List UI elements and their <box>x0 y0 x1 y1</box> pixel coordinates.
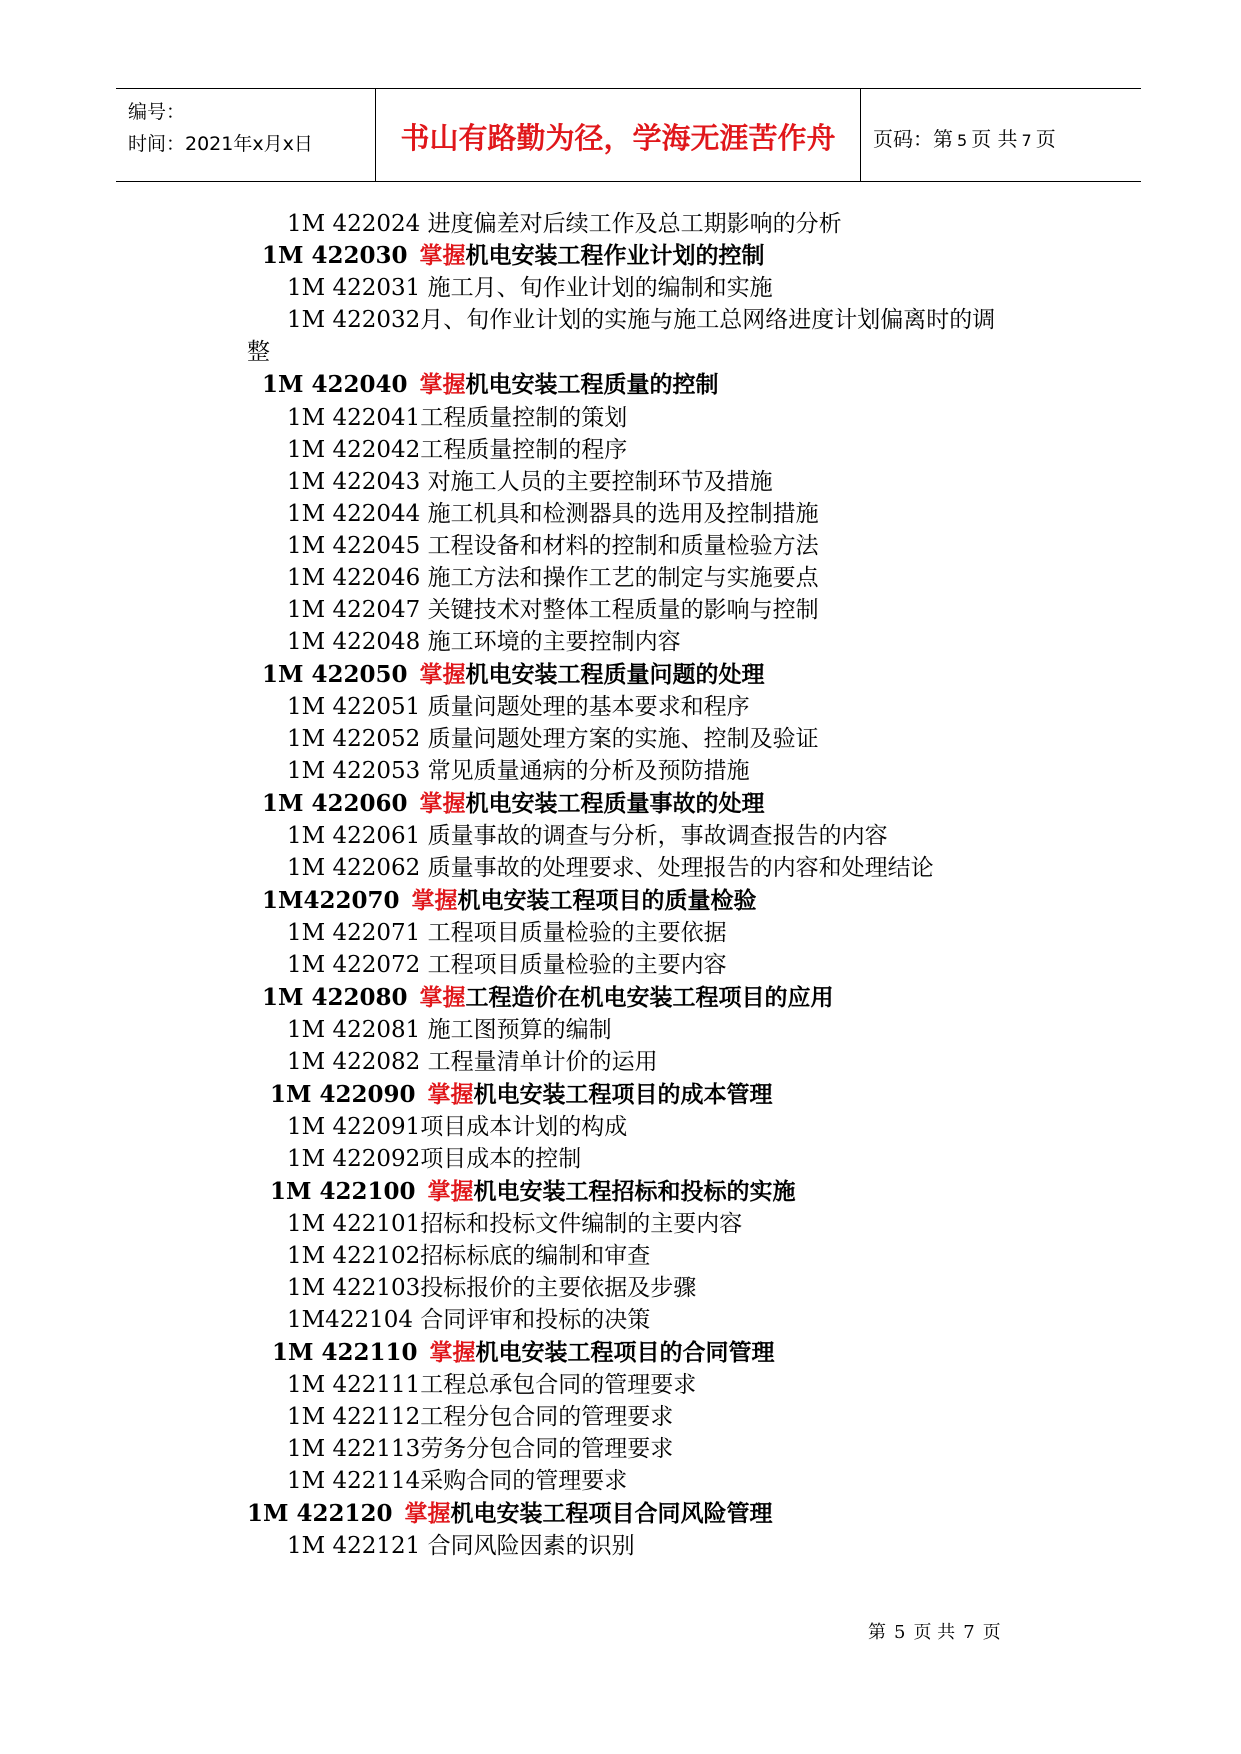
item-text: 常见质量通病的分析及预防措施 <box>420 758 750 784</box>
outline-item <box>287 821 888 851</box>
header-page-label: 页码：第 <box>873 127 953 151</box>
outline-item <box>287 1466 627 1496</box>
item-code: 1M 422040 <box>262 371 408 398</box>
item-code: 1M 422080 <box>262 984 408 1011</box>
item-text: 机电安装工程项目的质量检验 <box>457 887 757 914</box>
item-code: 1M 422081 <box>287 1017 421 1043</box>
item-code: 1M 422091 <box>287 1114 421 1140</box>
item-text: 整 <box>247 339 270 365</box>
item-text: 招标标底的编制和审查 <box>420 1243 651 1269</box>
item-text: 机电安装工程作业计划的控制 <box>465 242 765 269</box>
outline-item <box>287 563 819 593</box>
item-code: 1M 422060 <box>262 790 408 817</box>
item-code: 1M422104 <box>287 1307 413 1333</box>
item-code: 1M 422114 <box>287 1468 421 1494</box>
item-text: 劳务分包合同的管理要求 <box>420 1436 674 1462</box>
item-code: 1M 422103 <box>287 1275 421 1301</box>
outline-item <box>287 403 627 433</box>
item-text: 工程分包合同的管理要求 <box>420 1404 674 1430</box>
item-text: 工程质量控制的程序 <box>420 437 628 463</box>
item-text: 施工月、旬作业计划的编制和实施 <box>420 275 773 301</box>
header-page-number: 5 <box>957 131 968 150</box>
item-code: 1M422070 <box>262 887 400 914</box>
item-code: 1M 422030 <box>262 242 408 269</box>
item-text: 招标和投标文件编制的主要内容 <box>420 1211 743 1237</box>
item-text: 项目成本计划的构成 <box>420 1114 628 1140</box>
item-code: 1M 422051 <box>287 694 421 720</box>
item-code: 1M 422047 <box>287 597 421 623</box>
header-page-info <box>873 123 1056 152</box>
item-text: 施工机具和检测器具的选用及控制措施 <box>420 501 819 527</box>
item-code: 1M 422100 <box>270 1178 416 1205</box>
outline-item <box>287 1531 635 1561</box>
item-text: 投标报价的主要依据及步骤 <box>420 1275 697 1301</box>
item-text: 工程项目质量检验的主要依据 <box>420 920 727 946</box>
outline-item <box>287 273 773 303</box>
outline-item <box>287 1209 742 1239</box>
item-code: 1M 422024 <box>287 211 421 237</box>
section-heading <box>262 660 765 690</box>
outline-item <box>287 1047 658 1077</box>
item-code: 1M 422120 <box>247 1500 393 1527</box>
header-info-cell <box>116 89 376 181</box>
item-text: 机电安装工程质量问题的处理 <box>465 661 765 688</box>
outline-item <box>287 692 750 722</box>
keyword-highlight: 掌握 <box>419 371 466 398</box>
item-code: 1M 422053 <box>287 758 421 784</box>
outline-item <box>287 724 819 754</box>
item-code: 1M 422048 <box>287 629 421 655</box>
item-code: 1M 422110 <box>272 1339 418 1366</box>
item-code: 1M 422044 <box>287 501 421 527</box>
item-text: 进度偏差对后续工作及总工期影响的分析 <box>420 211 842 237</box>
item-code: 1M 422043 <box>287 469 421 495</box>
item-text: 机电安装工程项目合同风险管理 <box>450 1500 773 1527</box>
outline-item <box>287 1370 696 1400</box>
item-text: 机电安装工程质量事故的处理 <box>465 790 765 817</box>
item-code: 1M 422072 <box>287 952 421 978</box>
item-text: 质量问题处理方案的实施、控制及验证 <box>420 726 819 752</box>
item-code: 1M 422071 <box>287 920 421 946</box>
outline-item <box>287 1241 650 1271</box>
keyword-highlight: 掌握 <box>419 984 466 1011</box>
item-text: 月、旬作业计划的实施与施工总网络进度计划偏离时的调 <box>420 307 996 333</box>
outline-item <box>287 435 627 465</box>
item-code: 1M 422062 <box>287 855 421 881</box>
item-code: 1M 422112 <box>287 1404 421 1430</box>
section-heading <box>262 789 765 819</box>
footer-page-mid: 页 共 <box>913 1622 956 1643</box>
item-text: 合同评审和投标的决策 <box>412 1307 651 1333</box>
outline-item <box>287 918 727 948</box>
section-heading <box>262 241 765 271</box>
keyword-highlight: 掌握 <box>404 1500 451 1527</box>
outline-item <box>287 1434 673 1464</box>
outline-item <box>287 1112 627 1142</box>
header-page-mid: 页 共 <box>971 127 1018 151</box>
item-code: 1M 422101 <box>287 1211 421 1237</box>
outline-item <box>287 756 750 786</box>
footer-prefix: 第 <box>868 1622 886 1643</box>
item-text: 工程设备和材料的控制和质量检验方法 <box>420 533 819 559</box>
footer-page-total: 7 <box>963 1622 975 1643</box>
item-code: 1M 422042 <box>287 437 421 463</box>
item-code: 1M 422052 <box>287 726 421 752</box>
outline-item <box>287 209 842 239</box>
item-text: 采购合同的管理要求 <box>420 1468 628 1494</box>
outline-item <box>287 595 819 625</box>
item-text: 施工图预算的编制 <box>420 1017 612 1043</box>
outline-item <box>287 1402 673 1432</box>
item-text: 项目成本的控制 <box>420 1146 582 1172</box>
section-heading <box>270 1177 796 1207</box>
outline-item <box>287 853 934 883</box>
item-text: 关键技术对整体工程质量的影响与控制 <box>420 597 819 623</box>
item-text: 工程总承包合同的管理要求 <box>420 1372 697 1398</box>
outline-item <box>287 627 681 657</box>
item-code: 1M 422032 <box>287 307 421 333</box>
item-text: 施工方法和操作工艺的制定与实施要点 <box>420 565 819 591</box>
item-code: 1M 422102 <box>287 1243 421 1269</box>
item-code: 1M 422090 <box>270 1081 416 1108</box>
outline-item <box>287 467 773 497</box>
outline-item <box>287 531 819 561</box>
outline-item <box>287 1015 612 1045</box>
page-footer <box>868 1618 1009 1644</box>
section-heading <box>262 370 719 400</box>
item-text: 合同风险因素的识别 <box>420 1533 635 1559</box>
item-code: 1M 422031 <box>287 275 421 301</box>
document-time-label: 时间：2021年x月x日 <box>128 133 313 155</box>
keyword-highlight: 掌握 <box>411 887 458 914</box>
item-text: 对施工人员的主要控制环节及措施 <box>420 469 773 495</box>
keyword-highlight: 掌握 <box>427 1081 474 1108</box>
section-heading <box>262 886 756 916</box>
item-text: 机电安装工程项目的合同管理 <box>475 1339 775 1366</box>
item-text: 机电安装工程项目的成本管理 <box>473 1081 773 1108</box>
item-text: 工程造价在机电安装工程项目的应用 <box>465 984 834 1011</box>
outline-item <box>287 1273 696 1303</box>
header-page-end: 页 <box>1035 127 1056 151</box>
header-motto-cell <box>376 89 861 181</box>
outline-item-continuation <box>247 337 270 367</box>
item-text: 工程量清单计价的运用 <box>420 1049 658 1075</box>
section-heading <box>272 1338 775 1368</box>
footer-page-end: 页 <box>982 1622 1001 1643</box>
item-code: 1M 422061 <box>287 823 421 849</box>
keyword-highlight: 掌握 <box>419 242 466 269</box>
outline-item <box>287 1144 581 1174</box>
keyword-highlight: 掌握 <box>419 661 466 688</box>
keyword-highlight: 掌握 <box>429 1339 476 1366</box>
motto-text: 书山有路勤为径，学海无涯苦作舟 <box>400 121 836 155</box>
item-text: 质量问题处理的基本要求和程序 <box>420 694 750 720</box>
header-page-cell <box>861 89 1141 181</box>
section-heading <box>270 1080 773 1110</box>
header-page-total: 7 <box>1021 131 1032 150</box>
item-code: 1M 422092 <box>287 1146 421 1172</box>
item-code: 1M 422111 <box>287 1372 421 1398</box>
item-text: 施工环境的主要控制内容 <box>420 629 681 655</box>
page-header <box>116 88 1141 182</box>
item-code: 1M 422050 <box>262 661 408 688</box>
item-code: 1M 422082 <box>287 1049 421 1075</box>
section-heading <box>262 983 834 1013</box>
outline-item <box>287 950 727 980</box>
document-number-label: 编号： <box>128 101 186 123</box>
item-code: 1M 422045 <box>287 533 421 559</box>
item-text: 机电安装工程招标和投标的实施 <box>473 1178 796 1205</box>
footer-page-number: 5 <box>894 1622 906 1643</box>
item-code: 1M 422121 <box>287 1533 421 1559</box>
outline-item <box>287 1305 650 1335</box>
item-text: 质量事故的处理要求、处理报告的内容和处理结论 <box>420 855 934 881</box>
item-code: 1M 422046 <box>287 565 421 591</box>
section-heading <box>247 1499 773 1529</box>
keyword-highlight: 掌握 <box>427 1178 474 1205</box>
item-code: 1M 422113 <box>287 1436 421 1462</box>
outline-item <box>287 499 819 529</box>
keyword-highlight: 掌握 <box>419 790 466 817</box>
item-text: 机电安装工程质量的控制 <box>465 371 719 398</box>
item-code: 1M 422041 <box>287 405 421 431</box>
item-text: 工程质量控制的策划 <box>420 405 628 431</box>
item-text: 工程项目质量检验的主要内容 <box>420 952 727 978</box>
item-text: 质量事故的调查与分析，事故调查报告的内容 <box>420 823 888 849</box>
outline-item <box>287 305 995 335</box>
